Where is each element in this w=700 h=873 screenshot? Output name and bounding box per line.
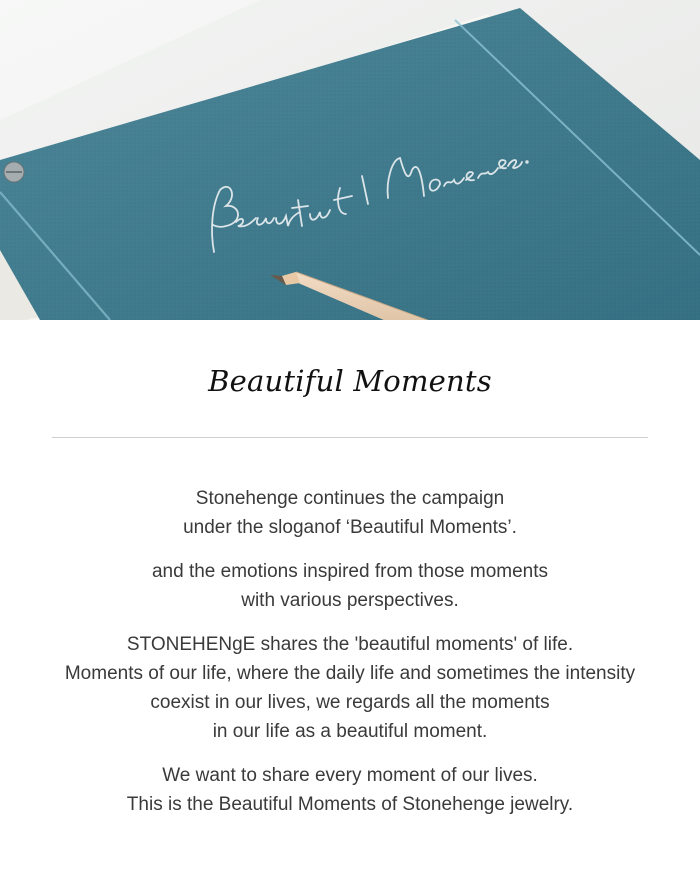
notebook-photo xyxy=(0,0,700,320)
page-title: Beautiful Moments xyxy=(208,364,492,398)
text-line: We want to share every moment of our lives. xyxy=(162,765,538,786)
paragraph-moments xyxy=(0,630,700,746)
campaign-content xyxy=(0,320,700,873)
text-line: coexist in our lives, we regards all the moments xyxy=(150,692,550,713)
text-line: under the sloganof ‘Beautiful Moments’. xyxy=(183,517,517,538)
text-line: This is the Beautiful Moments of Stonehenge jewelry. xyxy=(126,794,574,815)
text-line: Stonehenge continues the campaign xyxy=(195,488,505,509)
text-line: STONEHENgE shares the 'beautiful moments' of life. xyxy=(126,634,574,655)
text-line: and the emotions inspired from those moments xyxy=(151,561,549,582)
paragraph-share xyxy=(0,761,700,819)
divider xyxy=(52,437,648,438)
campaign-description xyxy=(0,484,700,834)
text-line: in our life as a beautiful moment. xyxy=(212,721,488,742)
paragraph-campaign xyxy=(0,484,700,542)
text-line: with various perspectives. xyxy=(241,590,459,611)
paragraph-emotions xyxy=(0,557,700,615)
text-line: Moments of our life, where the daily life and sometimes the intensity xyxy=(64,663,636,684)
hero-image xyxy=(0,0,700,320)
